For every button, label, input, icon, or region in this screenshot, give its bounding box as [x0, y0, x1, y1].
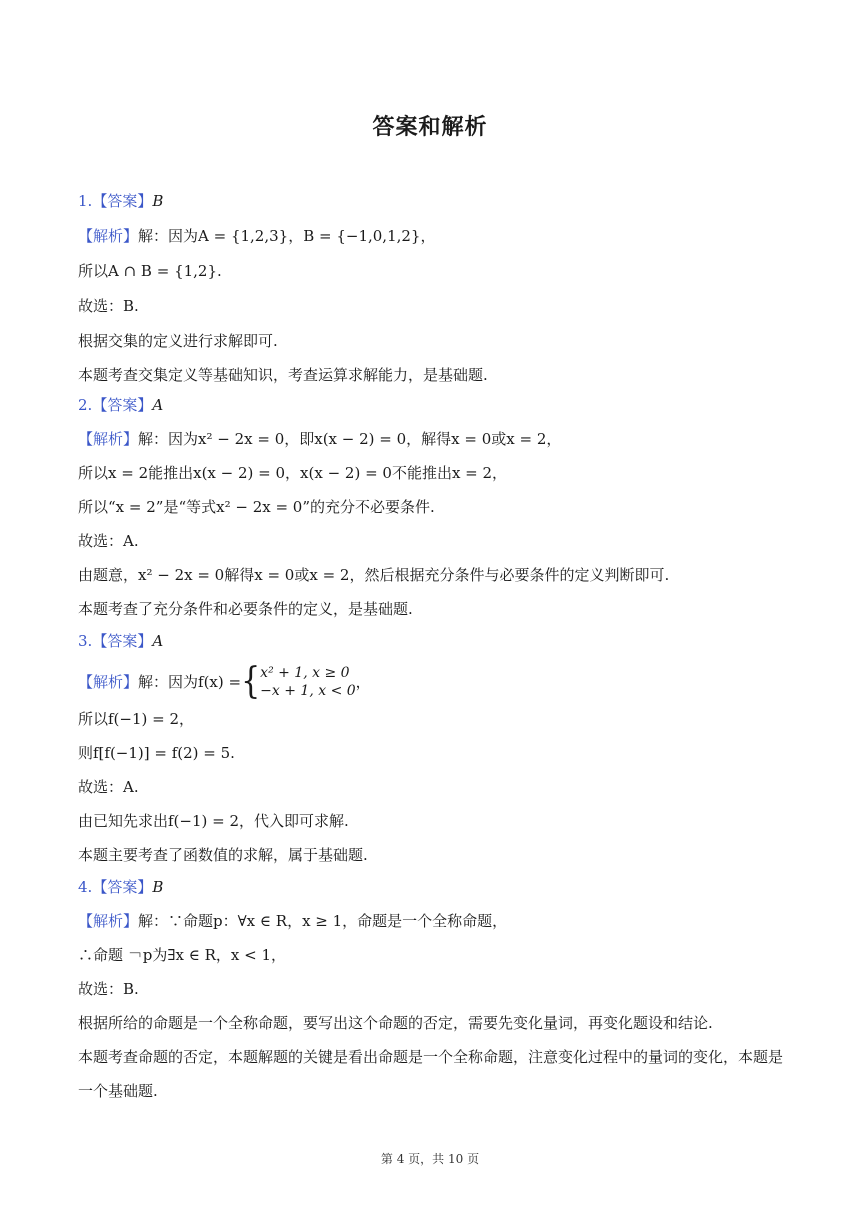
q3-answer-heading: [78, 630, 788, 652]
q4-answer-heading: [78, 876, 788, 898]
q2-text-5: 由题意，x² − 2x = 0解得x = 0或x = 2，然后根据充分条件与必要条件的定义判断即可.: [78, 566, 670, 584]
q3-analysis-line-1: [78, 660, 788, 703]
q3-analysis-tag: 【解析】: [78, 673, 139, 691]
q1-answer: B: [152, 192, 164, 210]
q3-case-1: x² + 1, x ≥ 0: [260, 665, 350, 681]
q1-analysis-line-1: [78, 225, 788, 247]
q3-text-4: 故选：A.: [78, 778, 139, 796]
q3-piecewise-function: [241, 660, 356, 703]
q1-text-1: 解：因为A = {1,2,3}，B = {−1,0,1,2}，: [138, 227, 436, 245]
q2-text-2: 所以x = 2能推出x(x − 2) = 0，x(x − 2) = 0不能推出x = 2，: [78, 464, 508, 482]
q4-answer: B: [152, 878, 164, 896]
page-footer: 第 4 页，共 10 页: [380, 1152, 480, 1166]
q3-case-2: −x + 1, x < 0: [260, 683, 356, 699]
q1-text-4: 根据交集的定义进行求解即可.: [78, 332, 278, 350]
q4-text-2: ∴命题 ￢p为∃x ∈ R，x < 1，: [78, 946, 287, 964]
q3-answer-tag: 【答案】: [92, 632, 153, 650]
q4-text-3: 故选：B.: [78, 980, 139, 998]
q2-text-3: 所以“x = 2”是“等式x² − 2x = 0”的充分不必要条件.: [78, 498, 435, 516]
page-title: 答案和解析: [372, 115, 488, 140]
q3-number: 3.: [78, 632, 93, 650]
q3-text-3: 则f[f(−1)] = f(2) = 5.: [78, 744, 235, 762]
q3-answer: A: [152, 632, 164, 650]
left-brace-icon: {: [241, 660, 261, 703]
q1-answer-heading: [78, 190, 788, 212]
q1-analysis-tag: 【解析】: [78, 227, 139, 245]
q4-analysis-line-1: [78, 910, 788, 932]
q1-text-2: 所以A ∩ B = {1,2}.: [78, 262, 222, 280]
q2-answer: A: [152, 396, 164, 414]
q4-text-5: 本题考查命题的否定，本题解题的关键是看出命题是一个全称命题，注意变化过程中的量词的变化，本题是一个基础题.: [78, 1048, 784, 1100]
q1-number: 1.: [78, 192, 93, 210]
q3-text-2: 所以f(−1) = 2，: [78, 710, 195, 728]
q2-text-1: 解：因为x² − 2x = 0，即x(x − 2) = 0，解得x = 0或x = 2，: [138, 430, 562, 448]
q4-text-1: 解：∵命题p：∀x ∈ R，x ≥ 1，命题是一个全称命题，: [138, 912, 508, 930]
q3-text-5: 由已知先求出f(−1) = 2，代入即可求解.: [78, 812, 349, 830]
q1-answer-tag: 【答案】: [92, 192, 153, 210]
q3-cases: [260, 664, 356, 700]
q4-analysis-tag: 【解析】: [78, 912, 139, 930]
q3-text-6: 本题主要考查了函数值的求解，属于基础题.: [78, 846, 368, 864]
q1-text-3: 故选：B.: [78, 297, 139, 315]
q3-text-1-post: ，: [355, 673, 371, 691]
q2-analysis-line-1: [78, 428, 788, 450]
q2-answer-tag: 【答案】: [92, 396, 153, 414]
q2-text-4: 故选：A.: [78, 532, 139, 550]
q1-text-5: 本题考查交集定义等基础知识，考查运算求解能力，是基础题.: [78, 366, 488, 384]
q2-answer-heading: [78, 394, 788, 416]
q4-answer-tag: 【答案】: [92, 878, 153, 896]
q3-text-1-pre: 解：因为f(x) =: [138, 673, 242, 691]
q4-number: 4.: [78, 878, 93, 896]
q2-text-6: 本题考查了充分条件和必要条件的定义，是基础题.: [78, 600, 413, 618]
q2-number: 2.: [78, 396, 93, 414]
q4-text-4: 根据所给的命题是一个全称命题，要写出这个命题的否定，需要先变化量词，再变化题设和结论.: [78, 1014, 713, 1032]
q2-analysis-tag: 【解析】: [78, 430, 139, 448]
